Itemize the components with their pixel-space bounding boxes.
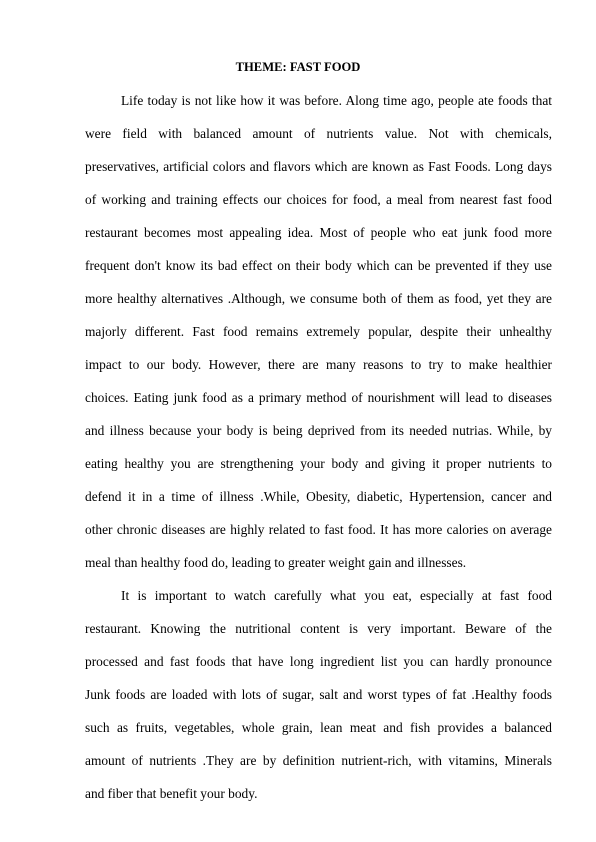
paragraph-1-line-9: impact to our body. However, there are many reasons to try to make healthier	[85, 357, 552, 372]
paragraph-2-line-3: processed and fast foods that have long ingredient list you can hardly pronounce	[85, 654, 552, 669]
paragraph-2-line-5: such as fruits, vegetables, whole grain, lean meat and fish provides a balanced	[85, 720, 552, 735]
paragraph-1-line-10: choices. Eating junk food as a primary method of nourishment will lead to diseases	[85, 390, 552, 405]
paragraph-2-line-1: It is important to watch carefully what you eat, especially at fast food	[121, 588, 552, 603]
paragraph-1-line-14: other chronic diseases are highly related to fast food. It has more calories on average	[85, 522, 552, 537]
paragraph-1-line-8: majorly different. Fast food remains extremely popular, despite their unhealthy	[85, 324, 552, 339]
paragraph-1-line-1: Life today is not like how it was before. Along time ago, people ate foods that	[121, 93, 552, 108]
paragraph-1-line-6: frequent don't know its bad effect on their body which can be prevented if they use	[85, 258, 552, 273]
paragraph-1-line-7: more healthy alternatives .Although, we consume both of them as food, yet they are	[85, 291, 552, 306]
paragraph-1-line-3: preservatives, artificial colors and flavors which are known as Fast Foods. Long days	[85, 159, 552, 174]
paragraph-2-line-4: Junk foods are loaded with lots of sugar, salt and worst types of fat .Healthy foods	[85, 687, 552, 702]
paragraph-2-line-6: amount of nutrients .They are by definition nutrient-rich, with vitamins, Minerals	[85, 753, 552, 768]
paragraph-1-line-11: and illness because your body is being deprived from its needed nutrias. While, by	[85, 423, 552, 438]
paragraph-1-line-5: restaurant becomes most appealing idea. Most of people who eat junk food more	[85, 225, 552, 240]
paragraph-1-line-15: meal than healthy food do, leading to greater weight gain and illnesses.	[85, 555, 467, 570]
paragraph-1-line-12: eating healthy you are strengthening your body and giving it proper nutrients to	[85, 456, 552, 471]
paragraph-1-line-2: were field with balanced amount of nutrients value. Not with chemicals,	[85, 126, 552, 141]
paragraph-1-line-4: of working and training effects our choices for food, a meal from nearest fast food	[85, 192, 552, 207]
paragraph-1-line-13: defend it in a time of illness .While, Obesity, diabetic, Hypertension, cancer and	[85, 489, 552, 504]
paragraph-2-line-7: and fiber that benefit your body.	[85, 786, 258, 801]
document-title: THEME: FAST FOOD	[235, 60, 361, 74]
paragraph-2-line-2: restaurant. Knowing the nutritional content is very important. Beware of the	[85, 621, 552, 636]
